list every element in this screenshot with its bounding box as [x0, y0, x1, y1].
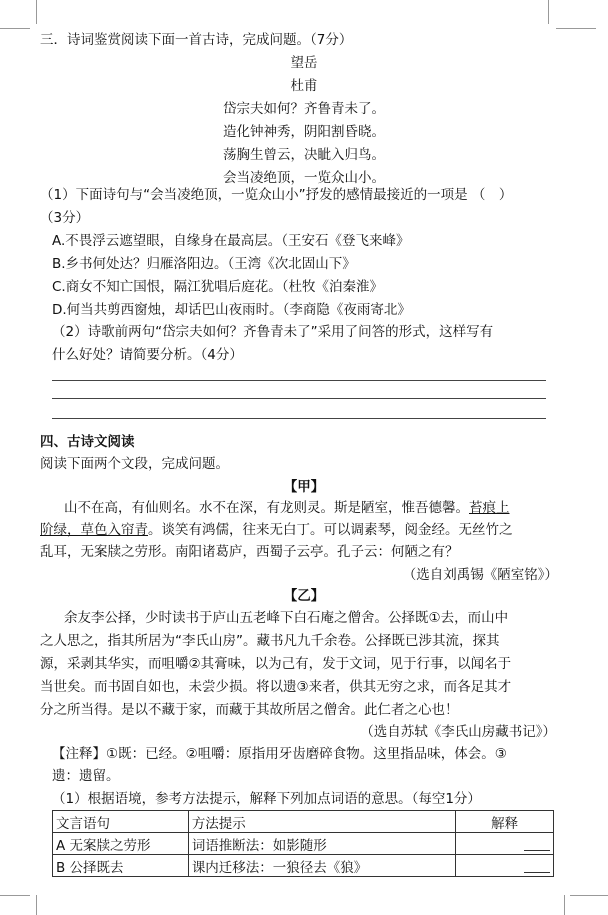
passage-jia-source: （选自刘禹锡《陋室铭》）	[402, 567, 558, 583]
table-row	[53, 855, 554, 877]
table-header-cell: 方法提示	[188, 811, 456, 833]
passage-yi-source: （选自苏轼《李氏山房藏书记》）	[360, 724, 556, 740]
passage-jia-text: 。谈笑有鸿儒，往来无白丁。可以调素琴，阅金经。无丝竹之	[148, 522, 513, 538]
table-row	[53, 833, 554, 855]
passage-jia-underlined: 阶绿，草色入帘青	[40, 522, 148, 538]
section3-heading: 三．诗词鉴赏阅读下面一首古诗，完成问题。（7分）	[40, 32, 353, 48]
section4-heading: 四、古诗文阅读	[40, 434, 135, 450]
crop-mark-top-right-h	[556, 28, 596, 29]
crop-mark-bottom-right-h	[570, 895, 608, 896]
answer-line	[52, 418, 546, 419]
passage-yi-line: 之人思之，指其所居为“李氏山房”。藏书凡九千余卷。公择既已涉其流，探其	[40, 633, 500, 649]
answer-cell[interactable]	[456, 855, 554, 877]
crop-mark-bottom-left-h	[0, 895, 30, 896]
answer-blank	[524, 858, 550, 873]
option-b: B.乡书何处达？归雁洛阳边。（王湾《次北固山下》	[52, 256, 356, 272]
passage-jia-line2	[40, 521, 513, 539]
poem-line: 荡胸生曾云，决眦入归鸟。	[223, 147, 385, 163]
vocabulary-table	[52, 810, 554, 877]
subquestion-1: （1）根据语境，参考方法提示，解释下列加点词语的意思。（每空1分）	[52, 791, 481, 807]
passage-jia-underlined: 苔痕上	[469, 500, 510, 516]
table-cell: B 公择既去	[53, 855, 189, 877]
crop-mark-top-left-h	[0, 28, 30, 29]
passage-yi-line: 余友李公择，少时读书于庐山五老峰下白石庵之僧舍。公择既①去，而山中	[64, 610, 509, 626]
crop-mark-bottom-left-v	[36, 895, 37, 915]
poem-title: 望岳	[290, 55, 318, 71]
question-2-line2: 什么好处？请简要分析。（4分）	[52, 347, 243, 363]
crop-mark-top-right-v	[548, 0, 549, 24]
crop-mark-top-left-v	[36, 0, 37, 24]
answer-line	[52, 380, 546, 381]
passage-yi-line: 当世矣。而书固自如也，未尝少损。将以遗③来者，供其无穷之求，而各足其才	[40, 679, 512, 695]
question-1-score: （3分）	[40, 210, 90, 226]
crop-mark-bottom-right-v	[564, 895, 565, 915]
table-cell: 课内迁移法：一狼径去《狼》	[188, 855, 456, 877]
section4-instruction: 阅读下面两个文段，完成问题。	[40, 456, 229, 472]
question-2-line1: （2）诗歌前两句“岱宗夫如何？齐鲁青未了”采用了问答的形式，这样写有	[52, 324, 494, 340]
passage-yi-line: 源，采剥其华实，而咀嚼②其膏味，以为己有，发于文词，见于行事，以闻名于	[40, 656, 512, 672]
table-header-cell: 解释	[456, 811, 554, 833]
table-header-row	[53, 811, 554, 833]
notes-line2: 遗：遗留。	[52, 768, 120, 784]
passage-jia-label: 【甲】	[283, 479, 325, 495]
option-c: C.商女不知亡国恨，隔江犹唱后庭花。（杜牧《泊秦淮》	[52, 279, 383, 295]
notes-line1: 【注释】①既：已经。②咀嚼：原指用牙齿磨碎食物。这里指品味，体会。③	[52, 746, 507, 762]
answer-line	[52, 398, 546, 399]
passage-yi-line: 分之所当得。是以不藏于家，而藏于其故所居之僧舍。此仁者之心也！	[40, 702, 459, 718]
passage-jia-line3: 乱耳，无案牍之劳形。南阳诸葛庐，西蜀子云亭。孔子云：何陋之有？	[40, 544, 459, 560]
passage-jia-line1	[64, 499, 510, 517]
option-d: D.何当共剪西窗烛，却话巴山夜雨时。（李商隐《夜雨寄北》	[52, 302, 411, 318]
table-cell: A 无案牍之劳形	[53, 833, 189, 855]
passage-jia-text: 山不在高，有仙则名。水不在深，有龙则灵。斯是陋室，惟吾德馨。	[64, 500, 469, 516]
passage-yi-label: 【乙】	[283, 588, 325, 604]
table-header-cell: 文言语句	[53, 811, 189, 833]
table-cell: 词语推断法：如影随形	[188, 833, 456, 855]
poem-line: 岱宗夫如何？齐鲁青未了。	[223, 101, 385, 117]
poem-line: 会当凌绝顶，一览众山小。	[223, 170, 385, 186]
poem-author: 杜甫	[290, 78, 318, 94]
poem-line: 造化钟神秀，阴阳割昏晓。	[223, 124, 385, 140]
answer-blank	[524, 836, 550, 851]
answer-cell[interactable]	[456, 833, 554, 855]
question-1-text: （1）下面诗句与“会当凌绝顶，一览众山小”抒发的感情最接近的一项是 （ ）	[40, 187, 513, 203]
option-a: A.不畏浮云遮望眼，自缘身在最高层。（王安石《登飞来峰》	[52, 233, 410, 249]
